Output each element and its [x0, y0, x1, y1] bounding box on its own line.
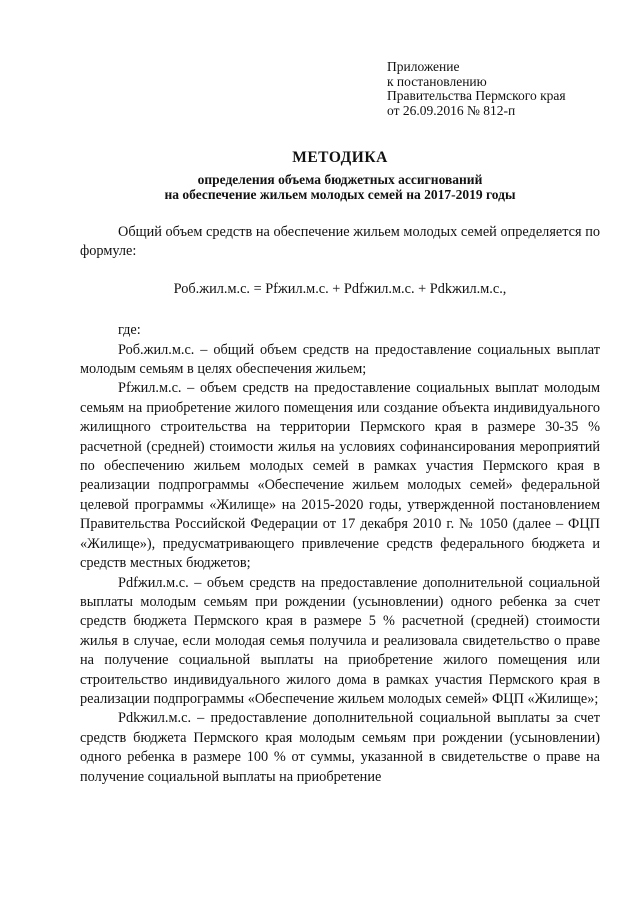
appendix-line: от 26.09.2016 № 812-п: [387, 102, 516, 118]
appendix-line: к постановлению: [387, 73, 487, 89]
appendix-block: [387, 60, 566, 118]
definition-paragraph: Pdkжил.м.с. – предоставление дополнительной социальной выплаты за счет средств бюджета Пермского края молодым семьям при рождении (усыновлении) одного ребенка в размере 100 % от суммы, указанной в свидетельстве о праве на получение социальной выплаты на приобретение: [80, 710, 600, 785]
appendix-line: Правительства Пермского края: [387, 88, 566, 103]
subtitle-line: определения объема бюджетных ассигнований: [197, 172, 483, 187]
formula: Роб.жил.м.с. = Pfжил.м.с. + Pdfжил.м.с. + Pdkжил.м.с.,: [173, 280, 507, 297]
definition-paragraph: Pfжил.м.с. – объем средств на предоставление социальных выплат молодым семьям на приобретение жилого помещения или создание объекта индивидуального жилищного строительства на территории Пермского края в размере 30-35 % расчетной (средней) стоимости жилья на условиях софинансирования мероприятий по обеспечению жильем молодых семей в рамках участия Пермского края в реализации подпрограммы «Обеспечение жильем молодых семей» федеральной целевой программы «Жилище» на 2015-2020 годы, утвержденной постановлением Правительства Российской Федерации от 17 декабря 2010 г. № 1050 (далее – ФЦП «Жилище»), предусматривающего привлечение средств федерального бюджета и средств местных бюджетов;: [80, 380, 600, 572]
document-body: [80, 223, 600, 787]
where-label: где:: [118, 322, 141, 339]
document-subtitle: [80, 173, 600, 202]
intro-paragraph: Общий объем средств на обеспечение жильем молодых семей определяется по формуле:: [80, 224, 600, 260]
subtitle-line: на обеспечение жильем молодых семей на 2017-2019 годы: [164, 186, 516, 202]
document-title: МЕТОДИКА: [292, 149, 388, 166]
appendix-line: Приложение: [387, 59, 460, 74]
definition-paragraph: Pdfжил.м.с. – объем средств на предоставление дополнительной социальной выплаты молодым семьям при рождении (усыновлении) одного ребенка за счет средств бюджета Пермского края в размере 5 % расчетной (средней) стоимости жилья в случае, если молодая семья получила и реализовала свидетельство о праве на получение социальной выплаты на приобретение жилого помещения или строительство индивидуального жилого дома в рамках участия Пермского края в реализации подпрограммы «Обеспечение жильем молодых семей» ФЦП «Жилище»;: [80, 574, 600, 707]
definition-paragraph: Роб.жил.м.с. – общий объем средств на предоставление социальных выплат молодым семьям в целях обеспечения жильем;: [80, 341, 600, 378]
